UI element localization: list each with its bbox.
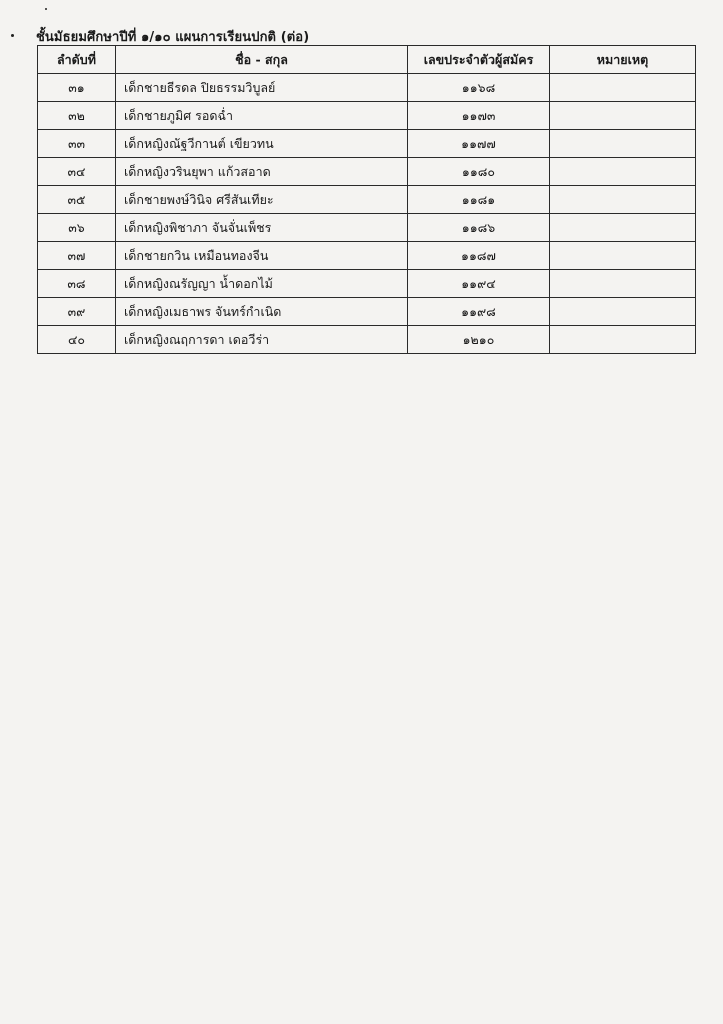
row-number: ๓๕ [38,186,116,214]
note-cell [550,74,696,102]
applicant-id: ๑๒๑๐ [408,326,550,354]
note-cell [550,270,696,298]
table-row [38,130,696,158]
table-row [38,242,696,270]
table-row [38,158,696,186]
applicant-id: ๑๑๙๔ [408,270,550,298]
applicant-id: ๑๑๗๓ [408,102,550,130]
bullet-dot [11,34,14,37]
student-name: เด็กหญิงณรัญญา น้ำดอกไม้ [116,270,408,298]
applicant-id: ๑๑๘๖ [408,214,550,242]
student-name: เด็กหญิงณัฐวีกานต์ เขียวทน [116,130,408,158]
header-note: หมายเหตุ [550,46,696,74]
student-name: เด็กชายกวิน เหมือนทองจีน [116,242,408,270]
table-row [38,270,696,298]
row-number: ๓๘ [38,270,116,298]
note-cell [550,102,696,130]
table-row [38,326,696,354]
student-name: เด็กหญิงพิชาภา จันจั่นเพ็ชร [116,214,408,242]
table-row [38,74,696,102]
student-name: เด็กชายธีรดล ปิยธรรมวิบูลย์ [116,74,408,102]
header-applicant-id: เลขประจำตัวผู้สมัคร [408,46,550,74]
student-name: เด็กหญิงวรินยุพา แก้วสอาด [116,158,408,186]
note-cell [550,186,696,214]
applicant-id: ๑๑๘๗ [408,242,550,270]
row-number: ๓๔ [38,158,116,186]
table-row [38,186,696,214]
applicant-id: ๑๑๙๘ [408,298,550,326]
student-name: เด็กหญิงเมธาพร จันทร์กำเนิด [116,298,408,326]
row-number: ๓๙ [38,298,116,326]
note-cell [550,214,696,242]
student-name: เด็กชายพงษ์วินิจ ศรีสันเทียะ [116,186,408,214]
speck-mark [45,8,47,10]
note-cell [550,326,696,354]
header-name: ชื่อ - สกุล [116,46,408,74]
note-cell [550,242,696,270]
applicant-id: ๑๑๗๗ [408,130,550,158]
row-number: ๔๐ [38,326,116,354]
applicant-id: ๑๑๘๑ [408,186,550,214]
note-cell [550,158,696,186]
table-row [38,214,696,242]
row-number: ๓๑ [38,74,116,102]
table-header-row [38,46,696,74]
row-number: ๓๓ [38,130,116,158]
page-heading: ชั้นมัธยมศึกษาปีที่ ๑/๑๐ แผนการเรียนปกติ (ต่อ) [36,30,310,45]
header-no: ลำดับที่ [38,46,116,74]
row-number: ๓๗ [38,242,116,270]
roster-table [37,45,696,354]
student-name: เด็กชายภูมิศ รอดฉ่ำ [116,102,408,130]
table-row [38,298,696,326]
row-number: ๓๖ [38,214,116,242]
table-row [38,102,696,130]
student-name: เด็กหญิงณฤการดา เดอวีร่า [116,326,408,354]
row-number: ๓๒ [38,102,116,130]
applicant-id: ๑๑๘๐ [408,158,550,186]
applicant-id: ๑๑๖๘ [408,74,550,102]
note-cell [550,298,696,326]
note-cell [550,130,696,158]
